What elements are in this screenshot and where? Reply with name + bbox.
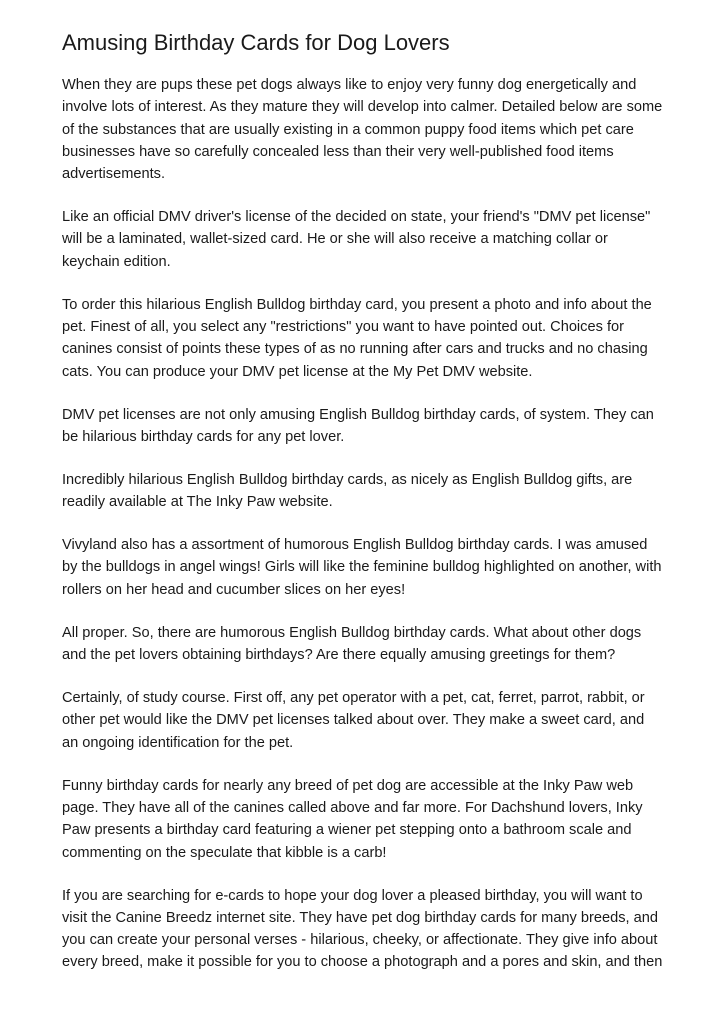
text-line: commenting on the speculate that kibble is a carb! (62, 844, 387, 861)
text-line: businesses have so carefully concealed less than their very well-published food items (62, 143, 614, 160)
text-line: visit the Canine Breedz internet site. They have pet dog birthday cards for many breeds, and (62, 909, 658, 926)
text-line: will be a laminated, wallet-sized card. He or she will also receive a matching collar or (62, 231, 608, 248)
paragraph (62, 206, 672, 273)
text-line: All proper. So, there are humorous English Bulldog birthday cards. What about other dogs (62, 624, 642, 641)
text-line: by the bulldogs in angel wings! Girls will like the feminine bulldog highlighted on another, with (62, 559, 662, 576)
text-line: Incredibly hilarious English Bulldog birthday cards, as nicely as English Bulldog gifts, are (62, 471, 633, 488)
paragraph (62, 622, 672, 667)
paragraph (62, 534, 672, 601)
document-page (62, 28, 672, 994)
paragraph (62, 775, 672, 864)
text-line: Like an official DMV driver's license of the decided on state, your friend's "DMV pet license" (62, 209, 651, 226)
document-title: Amusing Birthday Cards for Dog Lovers (62, 30, 450, 55)
document-body (62, 74, 672, 974)
text-line: be hilarious birthday cards for any pet lover. (62, 428, 345, 445)
text-line: canines consist of points these types of as no running after cars and trucks and no chasing (62, 341, 648, 358)
text-line: keychain edition. (62, 253, 171, 270)
text-line: If you are searching for e-cards to hope your dog lover a pleased birthday, you will want to (62, 887, 643, 904)
text-line: rollers on her head and cucumber slices on her eyes! (62, 581, 406, 598)
paragraph (62, 294, 672, 383)
text-line: DMV pet licenses are not only amusing English Bulldog birthday cards, of system. They can (62, 406, 654, 423)
text-line: Certainly, of study course. First off, any pet operator with a pet, cat, ferret, parrot, rabbit, or (62, 690, 645, 707)
text-line: an ongoing identification for the pet. (62, 734, 294, 751)
text-line: When they are pups these pet dogs always like to enjoy very funny dog energetically and (62, 77, 637, 93)
text-line: Paw presents a birthday card featuring a wiener pet stepping onto a bathroom scale and (62, 822, 632, 839)
text-line: every breed, make it possible for you to choose a photograph and a pores and skin, and then (62, 954, 663, 971)
text-line: page. They have all of the canines called above and far more. For Dachshund lovers, Inky (62, 799, 643, 816)
paragraph (62, 404, 672, 449)
text-line: involve lots of interest. As they mature they will develop into calmer. Detailed below are some (62, 99, 663, 116)
text-line: cats. You can produce your DMV pet license at the My Pet DMV website. (62, 363, 533, 380)
paragraph (62, 885, 672, 974)
paragraph (62, 687, 672, 754)
text-line: readily available at The Inky Paw website. (62, 494, 333, 511)
text-line: Funny birthday cards for nearly any breed of pet dog are accessible at the Inky Paw web (62, 777, 634, 794)
text-line: you can create your personal verses - hilarious, cheeky, or affectionate. They give info about (62, 932, 658, 949)
text-line: of the substances that are usually existing in a common puppy food items which pet care (62, 121, 634, 138)
text-line: and the pet lovers obtaining birthdays? Are there equally amusing greetings for them? (62, 647, 616, 664)
text-line: advertisements. (62, 166, 166, 183)
text-line: pet. Finest of all, you select any "restrictions" you want to have pointed out. Choices for (62, 319, 624, 336)
paragraph (62, 74, 672, 185)
paragraph (62, 469, 672, 514)
text-line: Vivyland also has a assortment of humorous English Bulldog birthday cards. I was amused (62, 537, 648, 554)
text-line: To order this hilarious English Bulldog birthday card, you present a photo and info about the (62, 296, 652, 313)
text-line: other pet would like the DMV pet licenses talked about over. They make a sweet card, and (62, 712, 645, 729)
